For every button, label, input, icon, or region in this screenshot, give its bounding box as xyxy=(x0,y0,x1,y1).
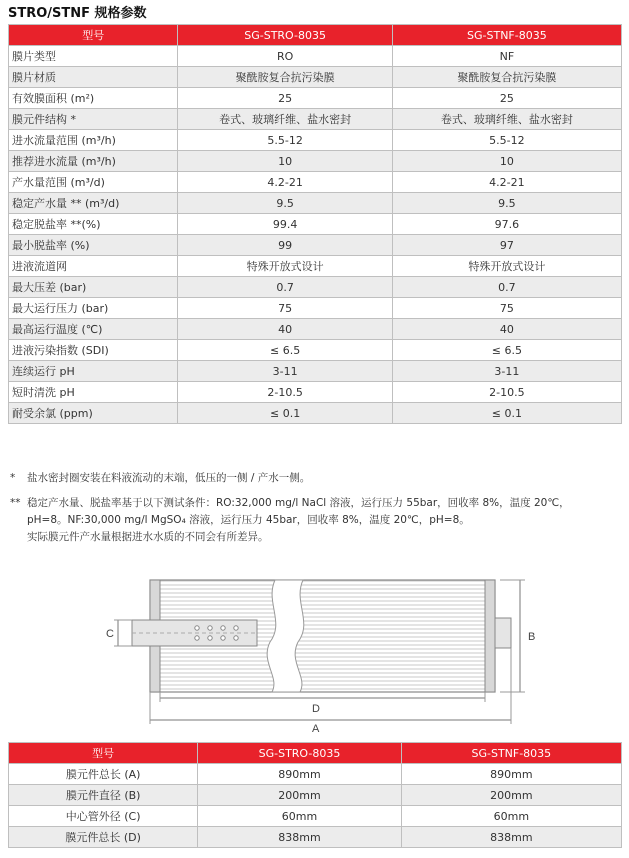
spec-ro-value: 10 xyxy=(178,151,392,172)
spec-label: 连续运行 pH xyxy=(9,361,178,382)
spec-row xyxy=(9,340,622,361)
note-2-line-1: 稳定产水量、脱盐率基于以下测试条件：RO:32,000 mg/l NaCl 溶液，运行压力 55bar，回收率 8%，温度 20℃， xyxy=(27,497,570,509)
dims-ro-value: 200mm xyxy=(198,785,401,806)
spec-label: 最大压差 (bar) xyxy=(9,277,178,298)
dims-row xyxy=(9,806,622,827)
spec-ro-value: 99.4 xyxy=(178,214,392,235)
spec-nf-value: 3-11 xyxy=(392,361,621,382)
label-c: C xyxy=(106,628,114,640)
spec-ro-value: 3-11 xyxy=(178,361,392,382)
label-a: A xyxy=(312,723,320,732)
spec-ro-value: 99 xyxy=(178,235,392,256)
spec-label: 进液流道网 xyxy=(9,256,178,277)
spec-label: 最高运行温度 (℃) xyxy=(9,319,178,340)
spec-ro-value: 卷式、玻璃纤维、盐水密封 xyxy=(178,109,392,130)
spec-ro-value: 75 xyxy=(178,298,392,319)
spec-row xyxy=(9,172,622,193)
spec-nf-value: 5.5-12 xyxy=(392,130,621,151)
spec-label: 耐受余氯 (ppm) xyxy=(9,403,178,424)
dims-label: 中心管外径 (C) xyxy=(9,806,198,827)
spec-label: 膜片材质 xyxy=(9,67,178,88)
dims-header-model: 型号 xyxy=(9,743,198,764)
note-3: 实际膜元件产水量根据进水水质的不同会有所差异。 xyxy=(27,531,269,543)
spec-row xyxy=(9,298,622,319)
note-2-line-2: pH=8。NF:30,000 mg/l MgSO₄ 溶液，运行压力 45bar，回收率 8%，温度 20℃，pH=8。 xyxy=(27,514,470,526)
spec-row xyxy=(9,403,622,424)
dims-label: 膜元件直径 (B) xyxy=(9,785,198,806)
spec-nf-value: 卷式、玻璃纤维、盐水密封 xyxy=(392,109,621,130)
spec-header-ro: SG-STRO-8035 xyxy=(178,25,392,46)
spec-label: 进水流量范围 (m³/h) xyxy=(9,130,178,151)
dims-row xyxy=(9,764,622,785)
spec-ro-value: 4.2-21 xyxy=(178,172,392,193)
spec-row xyxy=(9,193,622,214)
dims-header-row xyxy=(9,743,622,764)
spec-nf-value: 2-10.5 xyxy=(392,382,621,403)
spec-table-body xyxy=(9,46,622,424)
spec-row xyxy=(9,130,622,151)
dims-nf-value: 890mm xyxy=(401,764,621,785)
spec-header-nf: SG-STNF-8035 xyxy=(392,25,621,46)
spec-row xyxy=(9,319,622,340)
spec-nf-value: 97.6 xyxy=(392,214,621,235)
spec-label: 短时清洗 pH xyxy=(9,382,178,403)
spec-row xyxy=(9,214,622,235)
spec-ro-value: 聚酰胺复合抗污染膜 xyxy=(178,67,392,88)
dims-table xyxy=(8,742,622,848)
note-2 xyxy=(10,495,625,512)
spec-nf-value: 聚酰胺复合抗污染膜 xyxy=(392,67,621,88)
spec-row xyxy=(9,256,622,277)
label-b: B xyxy=(528,631,536,643)
spec-label: 最小脱盐率 (%) xyxy=(9,235,178,256)
dims-row xyxy=(9,827,622,848)
spec-ro-value: 5.5-12 xyxy=(178,130,392,151)
spec-nf-value: 9.5 xyxy=(392,193,621,214)
page-title: STRO/STNF 规格参数 xyxy=(8,6,147,21)
right-tube-stub xyxy=(495,618,511,648)
dims-header-ro: SG-STRO-8035 xyxy=(198,743,401,764)
spec-label: 稳定产水量 ** (m³/d) xyxy=(9,193,178,214)
spec-label: 有效膜面积 (m²) xyxy=(9,88,178,109)
right-end-cap xyxy=(485,580,495,692)
spec-ro-value: 0.7 xyxy=(178,277,392,298)
spec-label: 最大运行压力 (bar) xyxy=(9,298,178,319)
spec-nf-value: ≤ 0.1 xyxy=(392,403,621,424)
dims-table-body xyxy=(9,764,622,848)
spec-header-model: 型号 xyxy=(9,25,178,46)
spec-table xyxy=(8,24,622,424)
spec-label: 膜片类型 xyxy=(9,46,178,67)
dims-ro-value: 838mm xyxy=(198,827,401,848)
notes xyxy=(10,470,625,546)
dims-nf-value: 60mm xyxy=(401,806,621,827)
dims-label: 膜元件总长 (A) xyxy=(9,764,198,785)
spec-nf-value: NF xyxy=(392,46,621,67)
spec-ro-value: 40 xyxy=(178,319,392,340)
spec-row xyxy=(9,382,622,403)
spec-header-row xyxy=(9,25,622,46)
spec-nf-value: 25 xyxy=(392,88,621,109)
spec-ro-value: 特殊开放式设计 xyxy=(178,256,392,277)
spec-label: 推荐进水流量 (m³/h) xyxy=(9,151,178,172)
note-1-mark: * xyxy=(10,472,16,484)
spec-row xyxy=(9,277,622,298)
spec-label: 产水量范围 (m³/d) xyxy=(9,172,178,193)
dims-ro-value: 890mm xyxy=(198,764,401,785)
spec-nf-value: 10 xyxy=(392,151,621,172)
spec-ro-value: ≤ 0.1 xyxy=(178,403,392,424)
spec-row xyxy=(9,88,622,109)
note-1 xyxy=(10,470,625,487)
spec-nf-value: 特殊开放式设计 xyxy=(392,256,621,277)
spec-row xyxy=(9,235,622,256)
spec-row xyxy=(9,361,622,382)
spec-nf-value: 0.7 xyxy=(392,277,621,298)
spec-nf-value: ≤ 6.5 xyxy=(392,340,621,361)
spec-label: 膜元件结构 * xyxy=(9,109,178,130)
spec-ro-value: ≤ 6.5 xyxy=(178,340,392,361)
dims-nf-value: 838mm xyxy=(401,827,621,848)
label-d: D xyxy=(312,703,320,715)
spec-nf-value: 40 xyxy=(392,319,621,340)
dims-header-nf: SG-STNF-8035 xyxy=(401,743,621,764)
spec-label: 稳定脱盐率 **(%) xyxy=(9,214,178,235)
dims-label: 膜元件总长 (D) xyxy=(9,827,198,848)
spec-nf-value: 4.2-21 xyxy=(392,172,621,193)
membrane-element-drawing xyxy=(100,572,560,732)
dims-row xyxy=(9,785,622,806)
spec-row xyxy=(9,151,622,172)
spec-ro-value: 25 xyxy=(178,88,392,109)
dims-ro-value: 60mm xyxy=(198,806,401,827)
note-2-mark: ** xyxy=(10,497,21,509)
spec-nf-value: 97 xyxy=(392,235,621,256)
spec-row xyxy=(9,109,622,130)
spec-ro-value: 9.5 xyxy=(178,193,392,214)
spec-ro-value: RO xyxy=(178,46,392,67)
spec-nf-value: 75 xyxy=(392,298,621,319)
note-1-text: 盐水密封圈安装在料液流动的末端，低压的一侧 / 产水一侧。 xyxy=(27,472,311,484)
spec-row xyxy=(9,46,622,67)
dims-nf-value: 200mm xyxy=(401,785,621,806)
spec-row xyxy=(9,67,622,88)
spec-label: 进液污染指数 (SDI) xyxy=(9,340,178,361)
spec-ro-value: 2-10.5 xyxy=(178,382,392,403)
